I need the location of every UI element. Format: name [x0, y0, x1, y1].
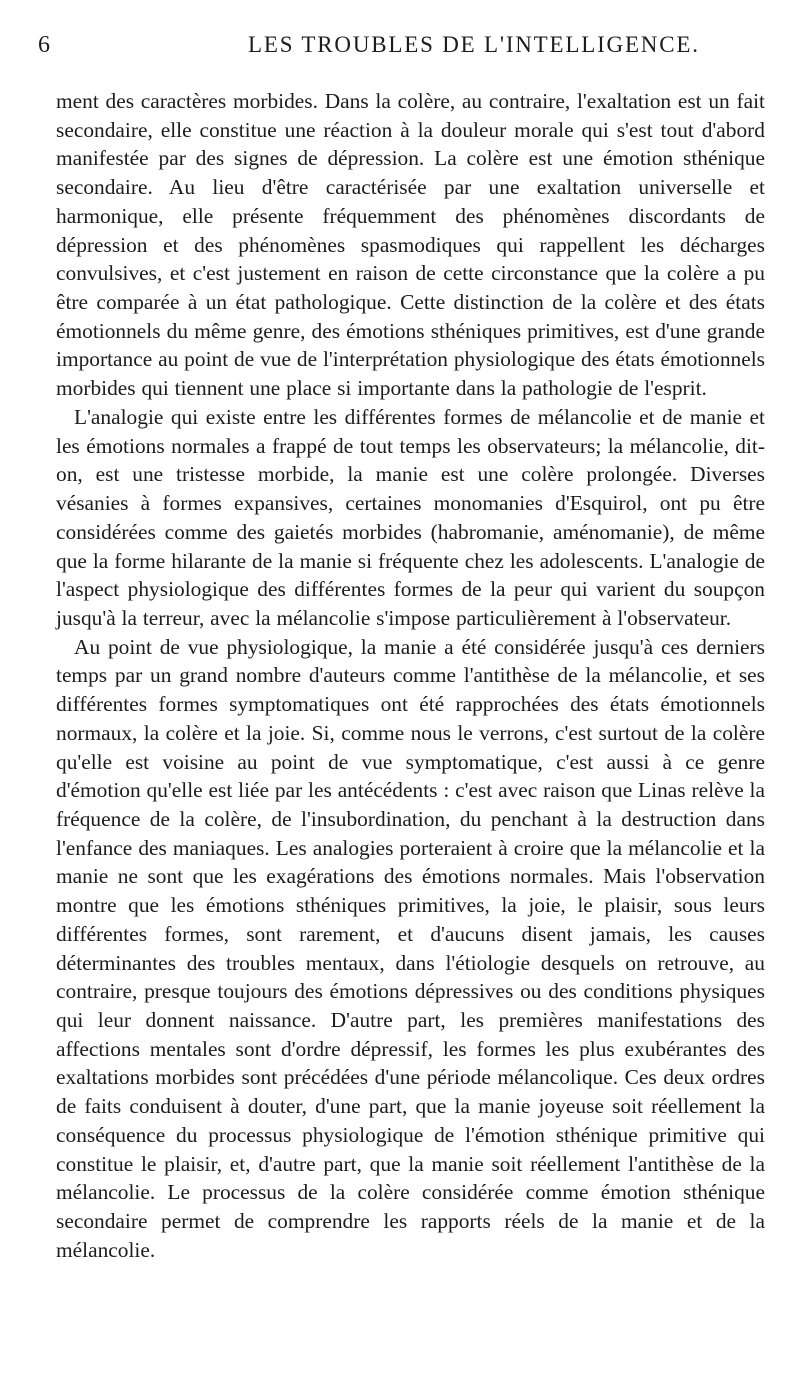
- paragraph-2: L'analogie qui existe entre les différentes formes de mélancolie et de manie et les émotions normales a frappé de tout temps les observateurs; la mélancolie, dit-on, est une tristesse morbide, la manie est une colère prolongée. Diverses vésanies à formes expansives, certaines monomanies d'Esquirol, ont pu être considérées comme des gaietés morbides (habromanie, aménomanie), de même que la forme hilarante de la manie si fréquente chez les adolescents. L'analogie de l'aspect physiologique des différentes formes de la peur qui varient du soupçon jusqu'à la terreur, avec la mélancolie s'impose particulièrement à l'observateur.: [56, 404, 765, 630]
- running-title: LES TROUBLES DE L'INTELLIGENCE.: [248, 32, 700, 57]
- paragraph-1: ment des caractères morbides. Dans la colère, au contraire, l'exaltation est un fait secondaire, elle constitue une réaction à la douleur morale qui s'est tout d'abord manifestée par des signes de dépression. La colère est une émotion sthénique secondaire. Au lieu d'être caractérisée par une exaltation universelle et harmonique, elle présente fréquemment des phénomènes discordants de dépression et des phénomènes spasmodiques qui rappellent les décharges convulsives, et c'est justement en raison de cette circonstance que la colère a pu être comparée à un état pathologique. Cette distinction de la colère et des états émotionnels du même genre, des émotions sthéniques primitives, est d'une grande importance au point de vue de l'interprétation physiologique des états émotionnels morbides qui tiennent une place si importante dans la pathologie de l'esprit.: [56, 89, 765, 401]
- paragraph-3: Au point de vue physiologique, la manie a été considérée jusqu'à ces derniers temps par un grand nombre d'auteurs comme l'antithèse de la mélancolie, et ses différentes formes symptomatiques ont été rapprochées des états émotionnels normaux, la colère et la joie. Si, comme nous le verrons, c'est surtout de la colère qu'elle est voisine au point de vue symptomatique, c'est aussi à ce genre d'émotion qu'elle est liée par les antécédents : c'est avec raison que Linas relève la fréquence de la colère, de l'insubordination, du penchant à la destruction dans l'enfance des maniaques. Les analogies porteraient à croire que la mélancolie et la manie ne sont que les exagérations des émotions normales. Mais l'observation montre que les émotions sthéniques primitives, la joie, le plaisir, sous leurs différentes formes, sont rarement, et d'aucuns disent jamais, les causes déterminantes des troubles mentaux, dans l'étiologie desquels on retrouve, au contraire, presque toujours des émotions dépressives ou des conditions physiques qui leur donnent naissance. D'autre part, les premières manifestations des affections mentales sont d'ordre dépressif, les formes les plus exubérantes des exaltations morbides sont précédées d'une période mélancolique. Ces deux ordres de faits conduisent à douter, d'une part, que la manie joyeuse soit réellement la conséquence du processus physiologique de l'émotion sthénique primitive qui constitue le plaisir, et, d'autre part, que la manie soit réellement l'antithèse de la mélancolie. Le processus de la colère considérée comme émotion sthénique secondaire permet de comprendre les rapports réels de la manie et de la mélancolie.: [56, 634, 765, 1262]
- page-header: [38, 32, 762, 68]
- body-text: [56, 87, 765, 1264]
- page-number: 6: [38, 32, 51, 58]
